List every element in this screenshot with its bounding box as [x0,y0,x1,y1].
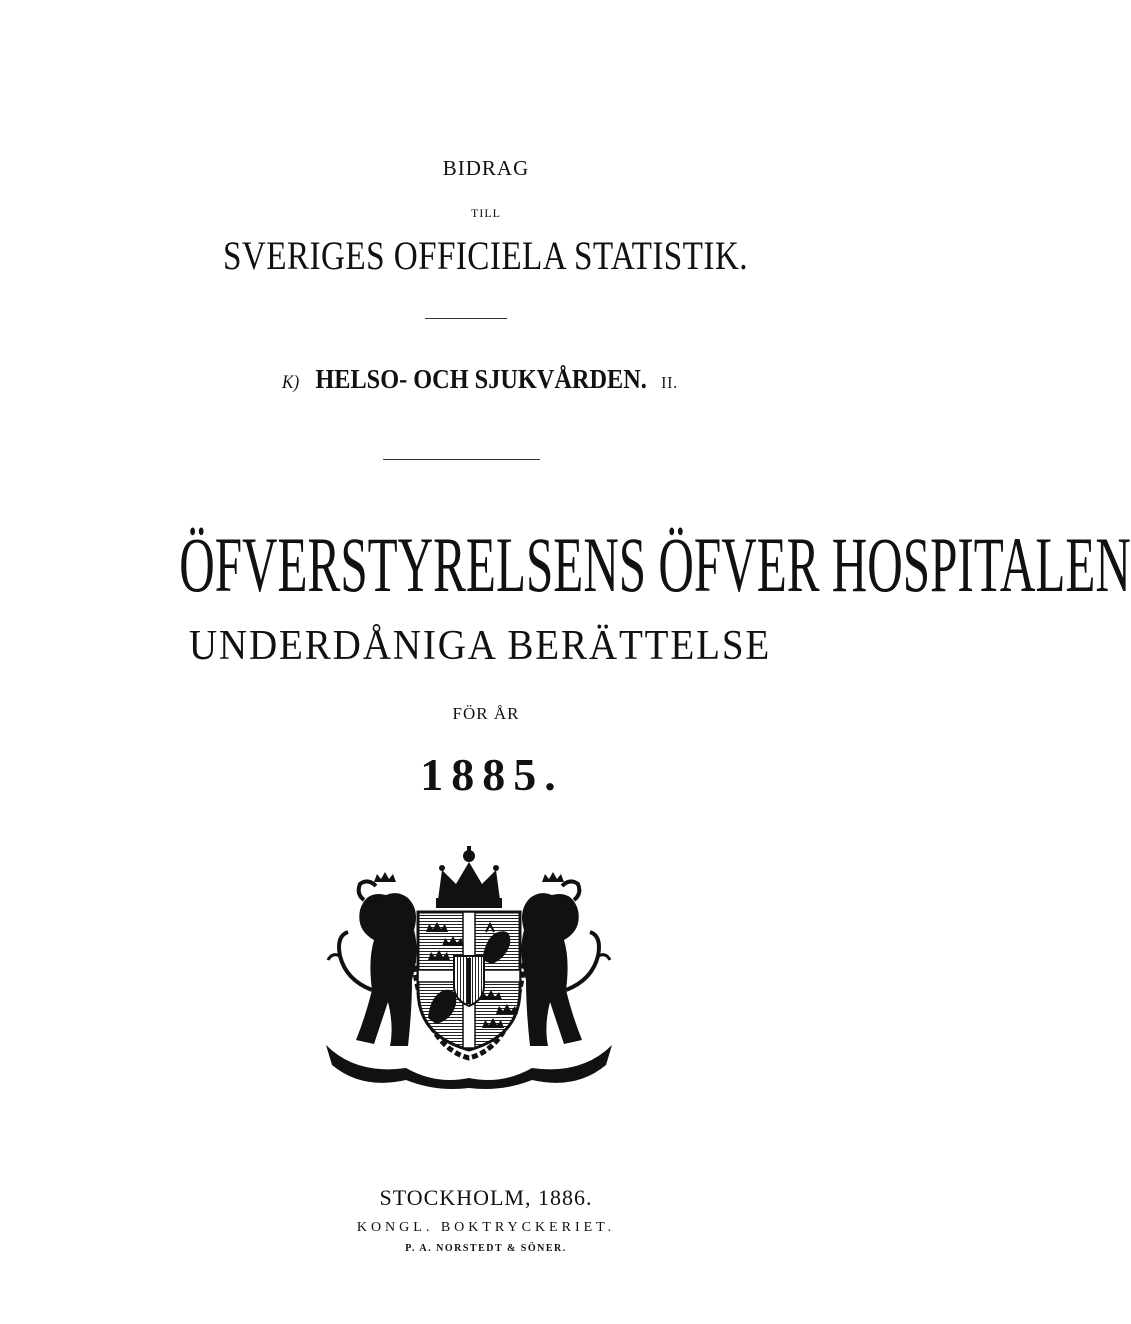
section-heading [48,366,912,393]
divider-rule [425,318,507,319]
section-name: HELSO- OCH SJUKVÅRDEN. [315,364,647,394]
coat-of-arms-icon [316,840,622,1092]
subtitle: UNDERDÅNIGA BERÄTTELSE [188,623,772,669]
series-title: SVERIGES OFFICIELA STATISTIK. [223,233,748,278]
till-label: TILL [471,206,501,220]
main-title: ÖFVERSTYRELSENS ÖFVER HOSPITALEN [179,521,1131,608]
divider-rule [383,459,540,460]
for-year-label: FÖR ÅR [452,704,520,723]
imprint-printer: KONGL. BOKTRYCKERIET. [356,1220,616,1235]
imprint-place-date: STOCKHOLM, 1886. [379,1185,593,1210]
section-number: II. [661,373,678,392]
imprint-printer-owner: P. A. NORSTEDT & SÖNER. [405,1243,567,1254]
report-year: 1885. [420,749,564,800]
bidrag-label: BIDRAG [442,156,530,180]
section-letter: K) [282,372,300,393]
